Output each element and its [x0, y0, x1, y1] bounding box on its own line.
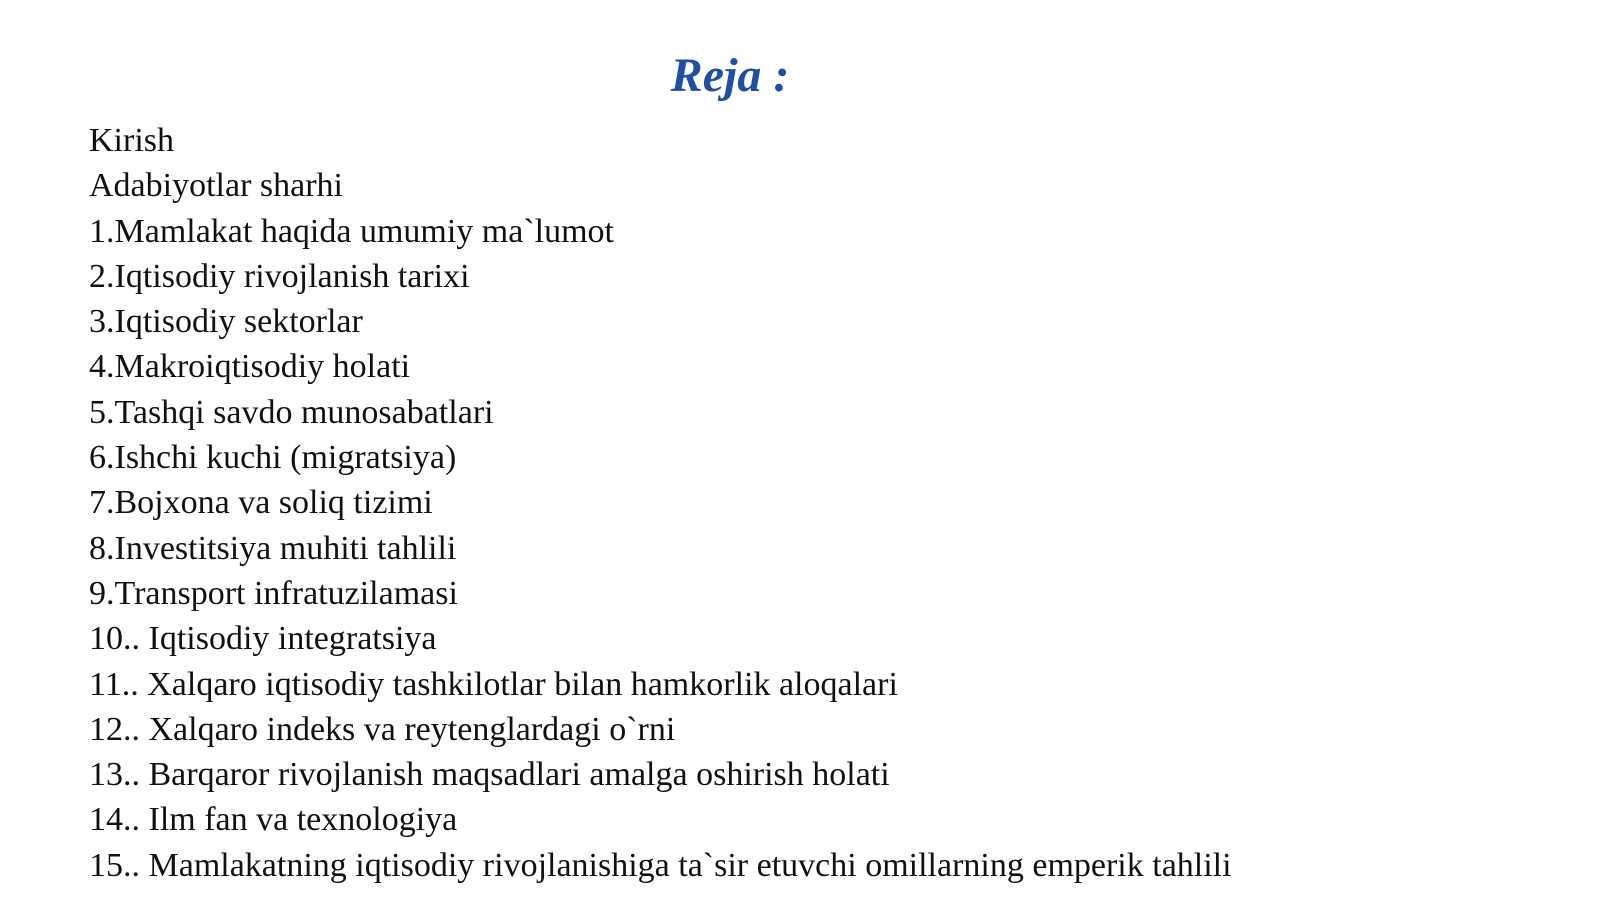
- plan-list: [89, 118, 1232, 888]
- plan-item-12: 12.. Xalqaro indeks va reytenglardagi o`rni: [89, 710, 676, 748]
- plan-item-5: 5.Tashqi savdo munosabatlari: [89, 393, 494, 431]
- plan-item-11: 11.. Xalqaro iqtisodiy tashkilotlar bilan hamkorlik aloqalari: [89, 665, 898, 703]
- plan-item-4: 4.Makroiqtisodiy holati: [89, 348, 411, 386]
- plan-item-15: 15.. Mamlakatning iqtisodiy rivojlanishiga ta`sir etuvchi omillarning emperik tahlili: [89, 846, 1232, 884]
- plan-item-6: 6.Ishchi kuchi (migratsiya): [89, 439, 457, 477]
- plan-item-3: 3.Iqtisodiy sektorlar: [89, 303, 363, 341]
- slide-title: Reja :: [670, 49, 790, 102]
- plan-item-2: 2.Iqtisodiy rivojlanish tarixi: [89, 257, 470, 295]
- plan-item-literature: Adabiyotlar sharhi: [89, 167, 343, 205]
- plan-item-8: 8.Investitsiya muhiti tahlili: [89, 529, 457, 567]
- plan-item-intro: Kirish: [89, 122, 174, 159]
- plan-item-9: 9.Transport infratuzilamasi: [89, 574, 458, 612]
- plan-item-7: 7.Bojxona va soliq tizimi: [89, 484, 433, 522]
- plan-item-1: 1.Mamlakat haqida umumiy ma`lumot: [89, 212, 615, 250]
- plan-item-13: 13.. Barqaror rivojlanish maqsadlari amalga oshirish holati: [89, 756, 890, 794]
- plan-item-10: 10.. Iqtisodiy integratsiya: [89, 620, 437, 658]
- plan-item-14: 14.. Ilm fan va texnologiya: [89, 801, 458, 839]
